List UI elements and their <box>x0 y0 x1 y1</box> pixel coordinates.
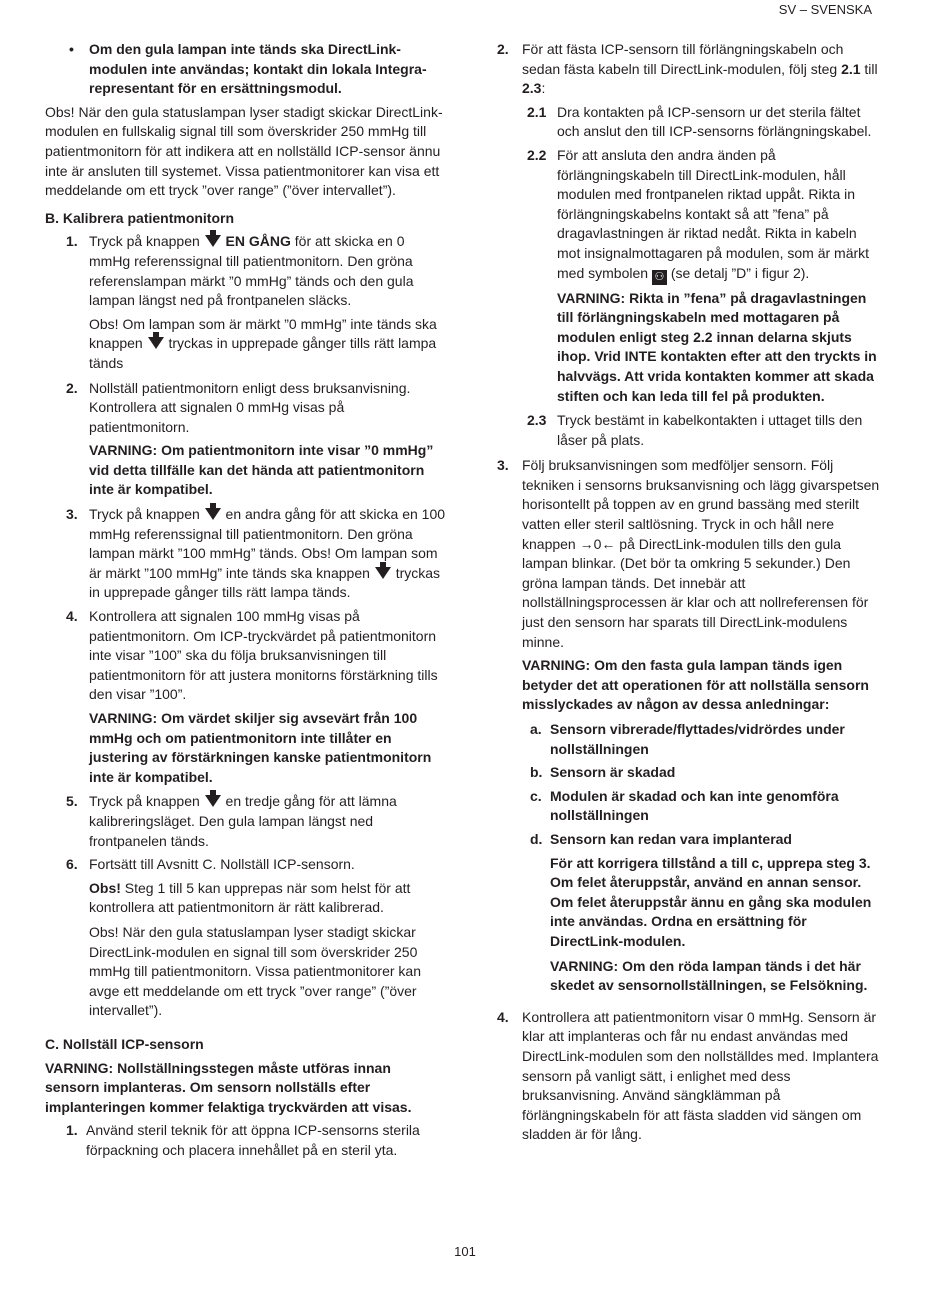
section-c-warning: VARNING: Nollställningsstegen måste utföras innan sensorn implanteras. Om sensorn nollställs efter implanteringen kommer felaktiga tryckvärden att visas. <box>45 1059 412 1115</box>
down-arrow-icon <box>375 567 391 579</box>
step-4: 4. Kontrollera att signalen 100 mmHg visas på patientmonitorn. Om ICP-tryckvärdet på patientmonitorn inte visar ”100” ska du följa bruksanvisningen till patientmonitorn för att justera monitorns förstärkning tills den visar ”100”. VARNING: Om värdet skiljer sig avsevärt från 100 mmHg och om patientmonitorn inte tillåter en justering av förstärkningen kanske patientmonitorn inte är kompatibel. <box>45 607 447 787</box>
section-c-heading: C. Nollställ ICP-sensorn <box>45 1035 204 1052</box>
bullet-icon: • <box>69 41 74 57</box>
left-column <box>45 40 447 1164</box>
right-column <box>497 40 883 1149</box>
c-step-2-2: 2.2 För att ansluta den andra änden på förlängningskabeln till DirectLink-modulen, håll modulen med frontpanelen riktad uppåt. Rikta in förlängningskabelns kontakt så att ”fena” på dragavlastningen är riktad nedåt. Rikta in kabeln mot insignalmottagaren på modulen, som är märkt med symbolen ⚇ (se detalj ”D” i figur 2). VARNING: Rikta in ”fena” på dragavlastningen till förlängningskabeln med mottagaren på modulen enligt steg 2.2 innan delarna skjuts ihop. Vrid INTE kontakten efter att den tryckts in halvvägs. Att vrida kontakten kommer att skada stiften och kan leda till fel på produkten. <box>497 146 883 406</box>
reason-b: b. Sensorn är skadad <box>530 764 676 781</box>
step-5: 5. Tryck på knappen en tredje gång för att lämna kalibreringsläget. Den gula lampan längst ned frontpanelen tänds. <box>66 793 397 849</box>
c-step-1: 1. Använd steril teknik för att öppna ICP-sensorns sterila förpackning och placera innehållet på en steril yta. <box>66 1122 420 1158</box>
step-6-note: Obs! Steg 1 till 5 kan upprepas när som helst för att kontrollera att patientmonitorn är rätt kalibrerad. <box>89 879 411 916</box>
c-step-3: 3. Följ bruksanvisningen som medföljer sensorn. Följ tekniken i sensorns bruksanvisning och lägg givarspetsen horisontellt på toppen av en grund bassäng med sterilt vatten eller steril saltlösning. Tryck in och håll nere knappen →0← på DirectLink-modulen tills den gula lampan blinkar. (Det bör ta omkring 5 sekunder.) Den gröna lampan tänds. Det innebär att nollställningsprocessen är klar och att nollreferensen för just den sensorn har sparats till DirectLink-modulens minne. VARNING: Om den fasta gula lampan tänds igen betyder det att operationen för att nollställa sensorn misslyckades av någon av dessa anledningar: a. Sensorn vibrerade/flyttades/vidrördes under nollställningen b. Sensorn är skadad c. Modulen är skadad och kan inte genomföra nollställningen d. Sensorn kan redan vara implanterad För att korrigera tillstånd a till c, upprepa steg 3. Om felet återuppstår, använd en annan sensor. Om felet återuppstår ännu en gång ska modulen inte användas. Ordna en ersättning för DirectLink-modulen. VARNING: Om den röda lampan tänds i det här skedet av sensornollställningen, se Felsökning. <box>497 456 883 995</box>
step-4-warning: VARNING: Om värdet skiljer sig avsevärt från 100 mmHg och om patientmonitorn inte tillåter en justering av förstärkningen kanske patientmonitorn inte är kompatibel. <box>89 710 432 785</box>
zero-button-icon: →0← <box>579 535 616 552</box>
step-1-note: Obs! Om lampan som är märkt ”0 mmHg” inte tänds ska knappen tryckas in upprepade gånger tills rätt lampa tänds <box>89 315 437 371</box>
step-2: 2. Nollställ patientmonitorn enligt dess bruksanvisning. Kontrollera att signalen 0 mmHg visas på patientmonitorn. VARNING: Om patientmonitorn inte visar ”0 mmHg” vid detta tillfälle kan det hända att patientmonitorn inte är kompatibel. <box>45 379 447 501</box>
c-step-2-2-warning: VARNING: Rikta in ”fena” på dragavlastningen till förlängningskabeln med mottagaren på modulen enligt steg 2.2 innan delarna skjuts ihop. Vrid INTE kontakten efter att den tryckts in halvvägs. Att vrida kontakten kommer att skada stiften och kan leda till fel på produkten. <box>557 289 877 404</box>
step-6-note-2: Obs! När den gula statuslampan lyser stadigt skickar DirectLink-modulen en signal till som överskrider 250 mmHg till patientmonitorn. Vissa patientmonitorer kan avge ett meddelande om ett tryck ”over range” (”över intervallet”). <box>89 923 422 1019</box>
page-number: 101 <box>454 1244 476 1259</box>
down-arrow-icon <box>205 795 221 807</box>
reason-a: a. Sensorn vibrerade/flyttades/vidrördes under nollställningen <box>530 721 845 757</box>
step-6: 6. Fortsätt till Avsnitt C. Nollställ ICP-sensorn. Obs! Steg 1 till 5 kan upprepas när som helst för att kontrollera att patientmonitorn är rätt kalibrerad. Obs! När den gula statuslampan lyser stadigt skickar DirectLink-modulen en signal till som överskrider 250 mmHg till patientmonitorn. Vissa patientmonitorer kan avge ett meddelande om ett tryck ”over range” (”över intervallet”). <box>45 855 447 1021</box>
reason-c: c. Modulen är skadad och kan inte genomföra nollställningen <box>530 787 839 824</box>
down-arrow-icon <box>148 337 164 349</box>
input-receiver-icon: ⚇ <box>652 270 667 285</box>
page-header: SV – SVENSKA <box>778 2 872 17</box>
correction-text: För att korrigera tillstånd a till c, upprepa steg 3. Om felet återuppstår, använd en annan sensor. Om felet återuppstår ännu en gång ska modulen inte användas. Ordna en ersättning för DirectLink-modulen. <box>550 854 872 949</box>
c-step-2-3: 2.3 Tryck bestämt in kabelkontakten i uttaget tills den låser på plats. <box>527 412 863 448</box>
step-1: 1. Tryck på knappen EN GÅNG för att skicka en 0 mmHg referenssignal till patientmonitorn. Den gröna referenslampan märkt ”0 mmHg” tänds och den gula lampan längst ned på frontpanelen släcks. Obs! Om lampan som är märkt ”0 mmHg” inte tänds ska knappen tryckas in upprepade gånger tills rätt lampa tänds <box>45 232 447 373</box>
section-b-heading: B. Kalibrera patientmonitorn <box>45 209 235 226</box>
note-paragraph: Obs! När den gula statuslampan lyser stadigt skickar DirectLink-modulen en fullskalig signal till som överskrider 250 mmHg till patientmonitorn för att indikera att en nollställd ICP-sensor ännu inte är ansluten till systemet. Vissa patientmonitorer kan visa ett meddelande om ett tryck ”over range” (”över intervallet”). <box>45 103 443 199</box>
step-2-warning: VARNING: Om patientmonitorn inte visar ”0 mmHg” vid detta tillfälle kan det hända att patientmonitorn inte är kompatibel. <box>89 442 434 498</box>
down-arrow-icon <box>205 508 221 520</box>
bullet-item: • Om den gula lampan inte tänds ska DirectLink-modulen inte användas; kontakt din lokala Integra-representant för en ersättningsmodul. <box>69 41 427 97</box>
c-step-2: 2. För att fästa ICP-sensorn till förlängningskabeln och sedan fästa kabeln till DirectLink-modulen, följ steg 2.1 till 2.3: <box>497 41 878 97</box>
down-arrow-icon <box>205 235 221 247</box>
c-step-2-1: 2.1 Dra kontakten på ICP-sensorn ur det sterila fältet och anslut den till ICP-sensorns förlängningskabel. <box>527 103 872 140</box>
c-step-4: 4. Kontrollera att patientmonitorn visar 0 mmHg. Sensorn är klar att implanteras och får nu endast användas med DirectLink-modulen som den nollställdes med. Implantera sensorn på vanligt sätt, i enlighet med dess bruksanvisning. Använd sängklämman på förlängningskabeln för att fästa sladden vid sängen om sladden är för lång. <box>497 1008 879 1143</box>
c-step-3-warning: VARNING: Om den fasta gula lampan tänds igen betyder det att operationen för att nollställa sensorn misslyckades av någon av dessa anledningar: <box>522 657 869 713</box>
red-lamp-warning: VARNING: Om den röda lampan tänds i det här skedet av sensornollställningen, se Felsökning. <box>550 957 868 994</box>
step-3: 3. Tryck på knappen en andra gång för att skicka en 100 mmHg referenssignal till patientmonitorn. Den gröna lampan märkt ”100 mmHg” tänds. Obs! Om lampan som är märkt ”100 mmHg” inte tänds ska knappen tryckas in upprepade gånger tills rätt lampa tänds. <box>66 506 446 601</box>
reason-d: d. Sensorn kan redan vara implanterad För att korrigera tillstånd a till c, upprepa steg 3. Om felet återuppstår, använd en annan sensor. Om felet återuppstår ännu en gång ska modulen inte användas. Ordna en ersättning för DirectLink-modulen. VARNING: Om den röda lampan tänds i det här skedet av sensornollställningen, se Felsökning. <box>497 830 883 996</box>
